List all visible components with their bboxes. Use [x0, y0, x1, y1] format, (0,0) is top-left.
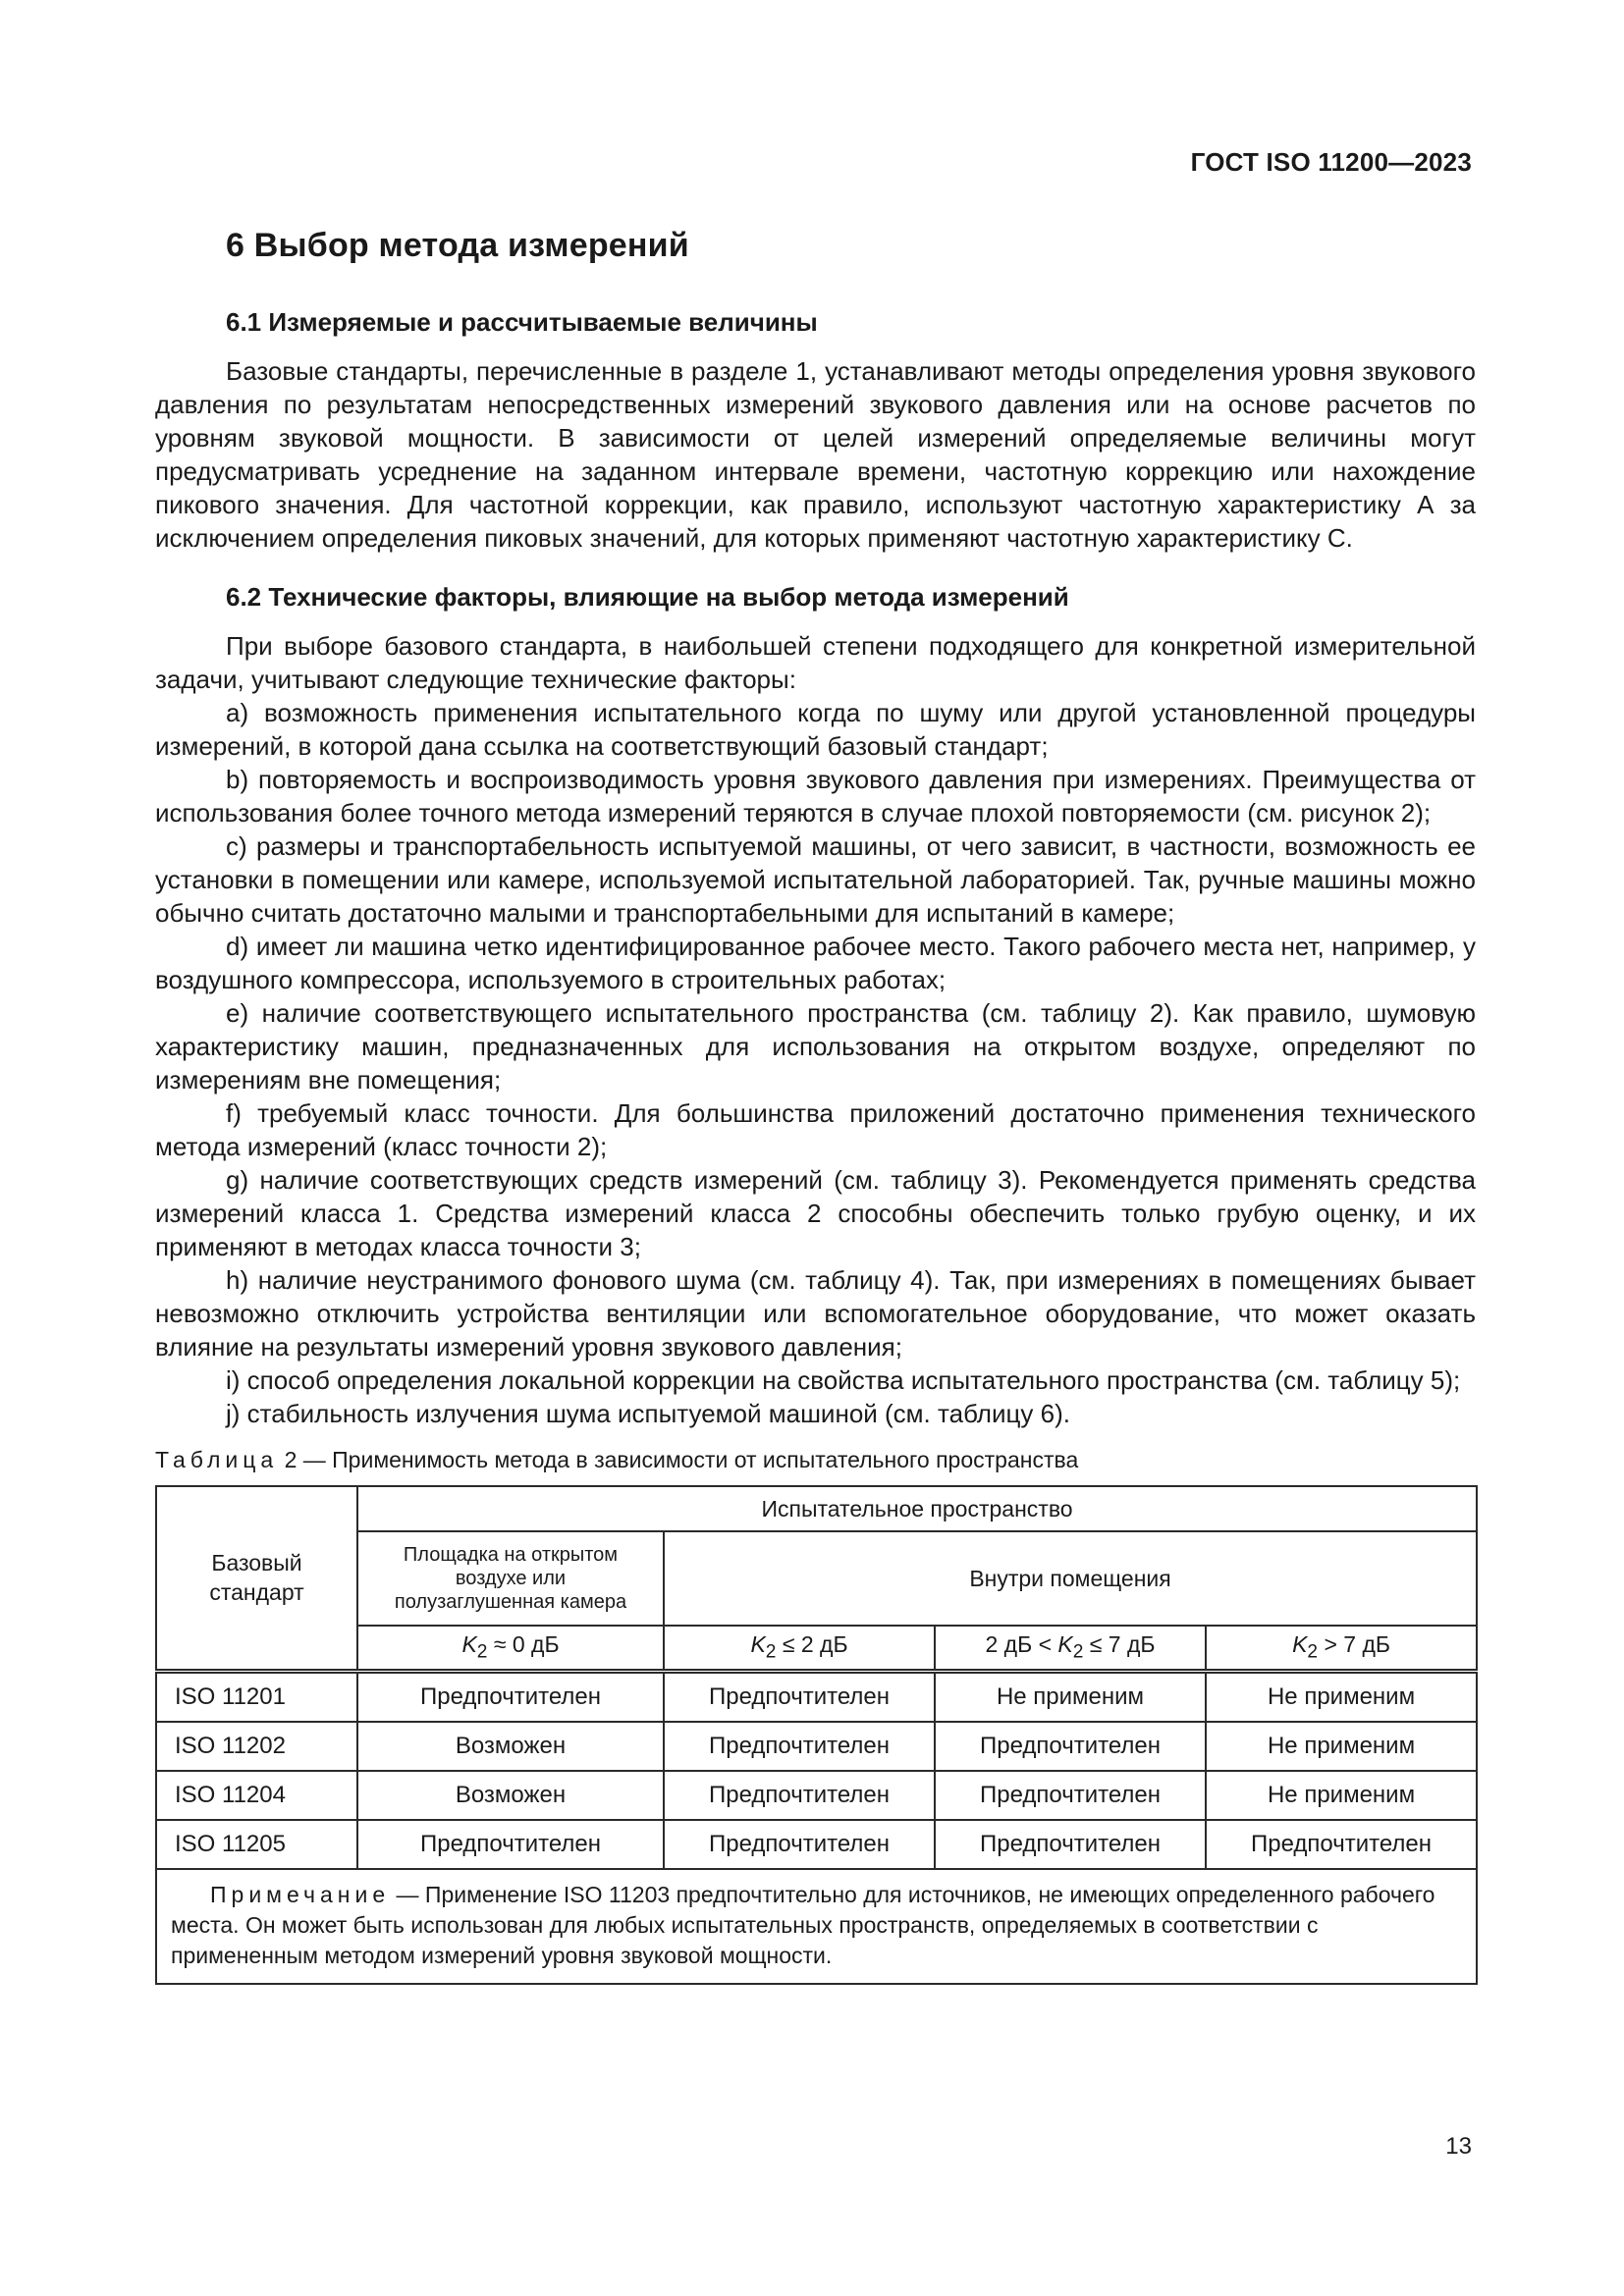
section-title: 6 Выбор метода измерений	[226, 227, 689, 264]
subsection-6-1-paragraph: Базовые стандарты, перечисленные в разделе 1, устанавливают методы определения уровня звукового давления по результатам непосредственных измерений звукового давления или на основе расчетов по уровням звуковой мощности. В зависимости от целей измерений определяемые величины могут предусматривать усреднение на заданном интервале времени, частотную коррекцию или нахождение пикового значения. Для частотной коррекции, как правило, используют частотную характеристику А за исключением определения пиковых значений, для которых применяют частотную характеристику С.	[155, 356, 1476, 553]
table-cell: Предпочтителен	[935, 1820, 1206, 1869]
document-id: ГОСТ ISO 11200—2023	[1190, 147, 1472, 177]
header-k2-le-2: $K_2 \le 2$ дБ	[664, 1626, 935, 1671]
page-content	[155, 221, 1476, 1985]
factor-item-g: g) наличие соответствующих средств измерений (см. таблицу 3). Рекомендуется применять средства измерений класса 1. Средства измерений класса 2 способны обеспечить только грубую оценку, и их применяют в методах класса точности 3;	[155, 1165, 1476, 1261]
table-caption	[155, 1444, 1476, 1475]
row-standard: ISO 11201	[156, 1671, 357, 1722]
page-number: 13	[1445, 2133, 1472, 2160]
header-outdoor: Площадка на открытом воздухе или полузаглушенная камера	[357, 1531, 664, 1626]
header-base-standard: Базовый стандарт	[156, 1486, 357, 1671]
table-row	[156, 1820, 1477, 1869]
table-cell: Предпочтителен	[935, 1771, 1206, 1820]
factor-item-e: e) наличие соответствующего испытательного пространства (см. таблицу 2). Как правило, шумовую характеристику машин, предназначенных для использования на открытом воздухе, определяют по измерениям вне помещения;	[155, 998, 1476, 1095]
table-cell: Не применим	[1206, 1671, 1477, 1722]
factor-item-i: i) способ определения локальной коррекции на свойства испытательного пространства (см. таблицу 5);	[226, 1365, 1461, 1395]
factor-item-d: d) имеет ли машина четко идентифицированное рабочее место. Такого рабочего места нет, например, у воздушного компрессора, используемого в строительных работах;	[155, 932, 1476, 994]
table-note	[156, 1869, 1477, 1984]
factor-item-j: j) стабильность излучения шума испытуемой машиной (см. таблицу 6).	[226, 1399, 1070, 1428]
header-k2-2-7: 2 дБ < $K_2 \le 7$ дБ	[935, 1626, 1206, 1671]
table-row	[156, 1771, 1477, 1820]
row-standard: ISO 11205	[156, 1820, 357, 1869]
table-caption-text: 2 — Применимость метода в зависимости от испытательного пространства	[284, 1447, 1079, 1472]
note-label: Примечание	[210, 1881, 391, 1907]
table-cell: Не применим	[1206, 1771, 1477, 1820]
table-cell: Предпочтителен	[935, 1722, 1206, 1771]
table-cell: Предпочтителен	[664, 1722, 935, 1771]
table-cell: Предпочтителен	[357, 1820, 664, 1869]
table-cell: Предпочтителен	[357, 1671, 664, 1722]
header-indoor: Внутри помещения	[664, 1531, 1477, 1626]
table-cell: Предпочтителен	[664, 1771, 935, 1820]
table-cell: Возможен	[357, 1771, 664, 1820]
factor-item-c: c) размеры и транспортабельность испытуемой машины, от чего зависит, в частности, возможность ее установки в помещении или камере, используемой испытательной лабораторией. Так, ручные машины можно обычно считать достаточно малыми и транспортабельными для испытаний в камере;	[155, 831, 1476, 928]
note-text: — Применение ISO 11203 предпочтительно для источников, не имеющих определенного рабочего места. Он может быть использован для любых испытательных пространств, определяемых в соответствии с примененным методом измерений уровня звуковой мощности.	[171, 1881, 1435, 1968]
table-cell: Предпочтителен	[664, 1820, 935, 1869]
header-k2-gt-7: $K_2 > 7$ дБ	[1206, 1626, 1477, 1671]
row-standard: ISO 11204	[156, 1771, 357, 1820]
factor-item-b: b) повторяемость и воспроизводимость уровня звукового давления при измерениях. Преимущества от использования более точного метода измерений теряются в случае плохой повторяемости (см. рисунок 2);	[155, 765, 1476, 828]
row-standard: ISO 11202	[156, 1722, 357, 1771]
table-cell: Предпочтителен	[664, 1671, 935, 1722]
table-cell: Не применим	[1206, 1722, 1477, 1771]
factor-item-f: f) требуемый класс точности. Для большинства приложений достаточно применения технического метода измерений (класс точности 2);	[155, 1098, 1476, 1161]
table-row	[156, 1722, 1477, 1771]
table-caption-label: Таблица	[155, 1447, 279, 1472]
table-cell: Возможен	[357, 1722, 664, 1771]
factor-item-h: h) наличие неустранимого фонового шума (см. таблицу 4). Так, при измерениях в помещениях бывает невозможно отключить устройства вентиляции или вспомогательное оборудование, что может оказать влияние на результаты измерений уровня звукового давления;	[155, 1265, 1476, 1362]
table-cell: Предпочтителен	[1206, 1820, 1477, 1869]
table-cell: Не применим	[935, 1671, 1206, 1722]
subsection-6-2-title: 6.2 Технические факторы, влияющие на выбор метода измерений	[226, 582, 1069, 612]
header-k2-0: $K_2 \approx 0$ дБ	[357, 1626, 664, 1671]
table-row	[156, 1671, 1477, 1722]
header-test-space: Испытательное пространство	[357, 1486, 1477, 1531]
subsection-6-1-title: 6.1 Измеряемые и рассчитываемые величины	[226, 307, 818, 337]
subsection-6-2-intro: При выборе базового стандарта, в наибольшей степени подходящего для конкретной измерительной задачи, учитывают следующие технические факторы:	[155, 631, 1476, 694]
applicability-table	[155, 1485, 1478, 1985]
factor-item-a: a) возможность применения испытательного когда по шуму или другой установленной процедуры измерений, в которой дана ссылка на соответствующий базовый стандарт;	[155, 698, 1476, 761]
